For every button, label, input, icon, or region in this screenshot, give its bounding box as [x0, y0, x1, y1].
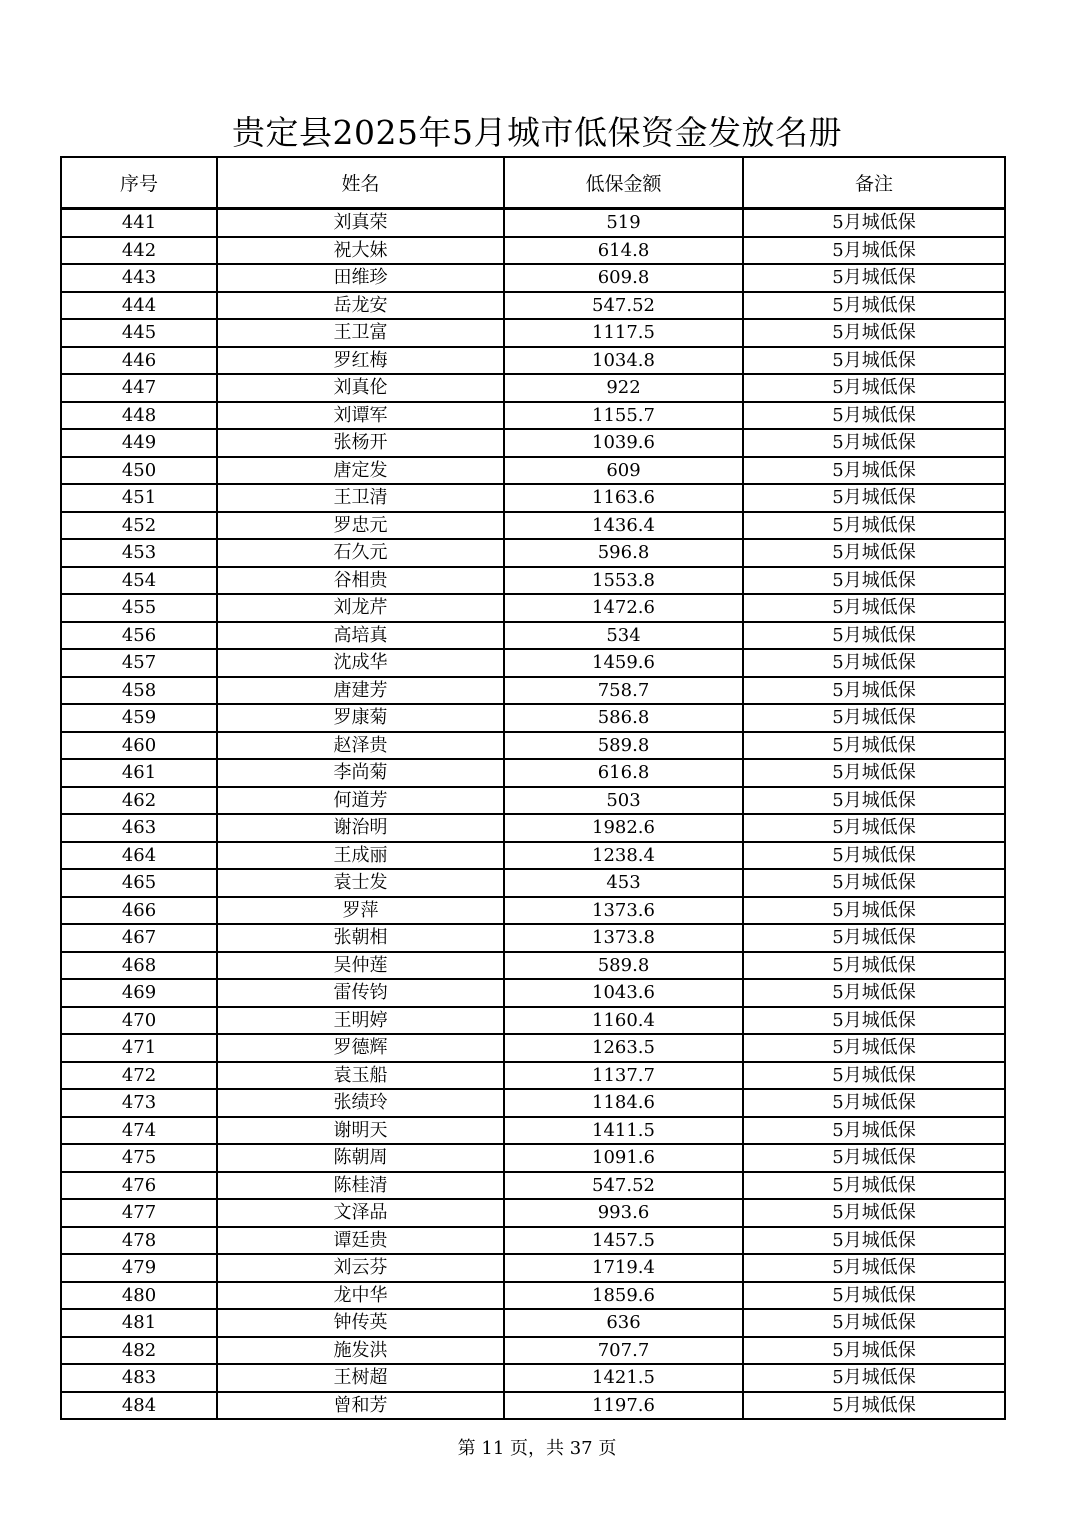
serial-cell: 467 — [61, 924, 217, 952]
table-row — [61, 787, 1005, 815]
table-body — [61, 209, 1005, 1420]
table-row — [61, 1089, 1005, 1117]
serial-cell: 465 — [61, 869, 217, 897]
table-row — [61, 1392, 1005, 1420]
table-row — [61, 622, 1005, 650]
amount-cell: 636 — [504, 1309, 743, 1337]
column-header-name: 姓名 — [217, 157, 504, 209]
name-cell: 张杨开 — [217, 429, 504, 457]
remark-cell: 5月城低保 — [743, 374, 1005, 402]
name-cell: 施发洪 — [217, 1337, 504, 1365]
amount-cell: 1982.6 — [504, 814, 743, 842]
serial-cell: 473 — [61, 1089, 217, 1117]
table-row — [61, 1034, 1005, 1062]
remark-cell: 5月城低保 — [743, 1309, 1005, 1337]
serial-cell: 463 — [61, 814, 217, 842]
serial-cell: 454 — [61, 567, 217, 595]
name-cell: 罗康菊 — [217, 704, 504, 732]
amount-cell: 758.7 — [504, 677, 743, 705]
serial-cell: 471 — [61, 1034, 217, 1062]
table-row — [61, 237, 1005, 265]
amount-cell: 1859.6 — [504, 1282, 743, 1310]
remark-cell: 5月城低保 — [743, 1089, 1005, 1117]
table-row — [61, 319, 1005, 347]
remark-cell: 5月城低保 — [743, 512, 1005, 540]
name-cell: 曾和芳 — [217, 1392, 504, 1420]
remark-cell: 5月城低保 — [743, 897, 1005, 925]
name-cell: 吴仲莲 — [217, 952, 504, 980]
amount-cell: 1459.6 — [504, 649, 743, 677]
name-cell: 刘真伦 — [217, 374, 504, 402]
serial-cell: 451 — [61, 484, 217, 512]
remark-cell: 5月城低保 — [743, 732, 1005, 760]
remark-cell: 5月城低保 — [743, 952, 1005, 980]
table-row — [61, 1282, 1005, 1310]
remark-cell: 5月城低保 — [743, 787, 1005, 815]
amount-cell: 1263.5 — [504, 1034, 743, 1062]
name-cell: 岳龙安 — [217, 292, 504, 320]
name-cell: 刘云芬 — [217, 1254, 504, 1282]
serial-cell: 455 — [61, 594, 217, 622]
amount-cell: 1117.5 — [504, 319, 743, 347]
table-row — [61, 979, 1005, 1007]
serial-cell: 478 — [61, 1227, 217, 1255]
serial-cell: 458 — [61, 677, 217, 705]
remark-cell: 5月城低保 — [743, 594, 1005, 622]
amount-cell: 1457.5 — [504, 1227, 743, 1255]
amount-cell: 707.7 — [504, 1337, 743, 1365]
serial-cell: 479 — [61, 1254, 217, 1282]
remark-cell: 5月城低保 — [743, 1364, 1005, 1392]
amount-cell: 1091.6 — [504, 1144, 743, 1172]
remark-cell: 5月城低保 — [743, 622, 1005, 650]
table-row — [61, 402, 1005, 430]
serial-cell: 462 — [61, 787, 217, 815]
remark-cell: 5月城低保 — [743, 1254, 1005, 1282]
amount-cell: 1163.6 — [504, 484, 743, 512]
serial-cell: 441 — [61, 209, 217, 237]
serial-cell: 483 — [61, 1364, 217, 1392]
table-row — [61, 264, 1005, 292]
serial-cell: 466 — [61, 897, 217, 925]
name-cell: 刘谭军 — [217, 402, 504, 430]
amount-cell: 1436.4 — [504, 512, 743, 540]
name-cell: 王卫富 — [217, 319, 504, 347]
name-cell: 高培真 — [217, 622, 504, 650]
remark-cell: 5月城低保 — [743, 319, 1005, 347]
remark-cell: 5月城低保 — [743, 1392, 1005, 1420]
remark-cell: 5月城低保 — [743, 347, 1005, 375]
remark-cell: 5月城低保 — [743, 567, 1005, 595]
table-row — [61, 1007, 1005, 1035]
serial-cell: 470 — [61, 1007, 217, 1035]
serial-cell: 459 — [61, 704, 217, 732]
amount-cell: 1197.6 — [504, 1392, 743, 1420]
amount-cell: 993.6 — [504, 1199, 743, 1227]
table-row — [61, 1254, 1005, 1282]
table-row — [61, 869, 1005, 897]
amount-cell: 519 — [504, 209, 743, 237]
remark-cell: 5月城低保 — [743, 209, 1005, 237]
remark-cell: 5月城低保 — [743, 1034, 1005, 1062]
remark-cell: 5月城低保 — [743, 402, 1005, 430]
table-row — [61, 1309, 1005, 1337]
table-row — [61, 842, 1005, 870]
table-row — [61, 924, 1005, 952]
amount-cell: 589.8 — [504, 952, 743, 980]
serial-cell: 476 — [61, 1172, 217, 1200]
name-cell: 袁玉船 — [217, 1062, 504, 1090]
table-row — [61, 732, 1005, 760]
amount-cell: 1421.5 — [504, 1364, 743, 1392]
amount-cell: 1719.4 — [504, 1254, 743, 1282]
serial-cell: 447 — [61, 374, 217, 402]
remark-cell: 5月城低保 — [743, 1062, 1005, 1090]
serial-cell: 474 — [61, 1117, 217, 1145]
table-row — [61, 1117, 1005, 1145]
amount-cell: 1411.5 — [504, 1117, 743, 1145]
remark-cell: 5月城低保 — [743, 457, 1005, 485]
remark-cell: 5月城低保 — [743, 1337, 1005, 1365]
table-row — [61, 1172, 1005, 1200]
name-cell: 钟传英 — [217, 1309, 504, 1337]
name-cell: 罗德辉 — [217, 1034, 504, 1062]
name-cell: 王卫清 — [217, 484, 504, 512]
name-cell: 谷相贵 — [217, 567, 504, 595]
remark-cell: 5月城低保 — [743, 704, 1005, 732]
table-row — [61, 457, 1005, 485]
name-cell: 罗忠元 — [217, 512, 504, 540]
serial-cell: 444 — [61, 292, 217, 320]
table-row — [61, 952, 1005, 980]
amount-cell: 1472.6 — [504, 594, 743, 622]
table-row — [61, 429, 1005, 457]
serial-cell: 448 — [61, 402, 217, 430]
amount-cell: 1238.4 — [504, 842, 743, 870]
page-footer: 第 11 页，共 37 页 — [457, 1438, 617, 1459]
remark-cell: 5月城低保 — [743, 429, 1005, 457]
name-cell: 龙中华 — [217, 1282, 504, 1310]
column-header-remark: 备注 — [743, 157, 1005, 209]
amount-cell: 503 — [504, 787, 743, 815]
remark-cell: 5月城低保 — [743, 1007, 1005, 1035]
serial-cell: 450 — [61, 457, 217, 485]
amount-cell: 1553.8 — [504, 567, 743, 595]
remark-cell: 5月城低保 — [743, 1144, 1005, 1172]
table-row — [61, 649, 1005, 677]
name-cell: 陈朝周 — [217, 1144, 504, 1172]
name-cell: 罗红梅 — [217, 347, 504, 375]
table-row — [61, 1062, 1005, 1090]
table-row — [61, 1227, 1005, 1255]
serial-cell: 443 — [61, 264, 217, 292]
serial-cell: 457 — [61, 649, 217, 677]
remark-cell: 5月城低保 — [743, 842, 1005, 870]
table-row — [61, 677, 1005, 705]
amount-cell: 453 — [504, 869, 743, 897]
name-cell: 刘真荣 — [217, 209, 504, 237]
name-cell: 陈桂清 — [217, 1172, 504, 1200]
name-cell: 祝大妹 — [217, 237, 504, 265]
name-cell: 谭廷贵 — [217, 1227, 504, 1255]
name-cell: 李尚菊 — [217, 759, 504, 787]
name-cell: 何道芳 — [217, 787, 504, 815]
table-row — [61, 1337, 1005, 1365]
name-cell: 谢治明 — [217, 814, 504, 842]
name-cell: 雷传钧 — [217, 979, 504, 1007]
serial-cell: 477 — [61, 1199, 217, 1227]
amount-cell: 547.52 — [504, 292, 743, 320]
serial-cell: 456 — [61, 622, 217, 650]
table-row — [61, 484, 1005, 512]
amount-cell: 1043.6 — [504, 979, 743, 1007]
remark-cell: 5月城低保 — [743, 1117, 1005, 1145]
name-cell: 谢明天 — [217, 1117, 504, 1145]
amount-cell: 1160.4 — [504, 1007, 743, 1035]
amount-cell: 922 — [504, 374, 743, 402]
name-cell: 袁士发 — [217, 869, 504, 897]
table-row — [61, 1144, 1005, 1172]
name-cell: 沈成华 — [217, 649, 504, 677]
remark-cell: 5月城低保 — [743, 1227, 1005, 1255]
remark-cell: 5月城低保 — [743, 484, 1005, 512]
amount-cell: 1373.6 — [504, 897, 743, 925]
table-row — [61, 512, 1005, 540]
remark-cell: 5月城低保 — [743, 1199, 1005, 1227]
amount-cell: 596.8 — [504, 539, 743, 567]
name-cell: 王成丽 — [217, 842, 504, 870]
name-cell: 唐定发 — [217, 457, 504, 485]
name-cell: 赵泽贵 — [217, 732, 504, 760]
table-row — [61, 374, 1005, 402]
remark-cell: 5月城低保 — [743, 264, 1005, 292]
table-row — [61, 209, 1005, 237]
serial-cell: 482 — [61, 1337, 217, 1365]
remark-cell: 5月城低保 — [743, 924, 1005, 952]
remark-cell: 5月城低保 — [743, 1282, 1005, 1310]
amount-cell: 586.8 — [504, 704, 743, 732]
serial-cell: 475 — [61, 1144, 217, 1172]
header-row — [61, 157, 1005, 209]
serial-cell: 484 — [61, 1392, 217, 1420]
remark-cell: 5月城低保 — [743, 814, 1005, 842]
amount-cell: 609 — [504, 457, 743, 485]
serial-cell: 461 — [61, 759, 217, 787]
amount-cell: 1184.6 — [504, 1089, 743, 1117]
payment-register-table — [60, 156, 1006, 1420]
name-cell: 罗萍 — [217, 897, 504, 925]
amount-cell: 1155.7 — [504, 402, 743, 430]
amount-cell: 589.8 — [504, 732, 743, 760]
table-row — [61, 704, 1005, 732]
serial-cell: 446 — [61, 347, 217, 375]
name-cell: 文泽品 — [217, 1199, 504, 1227]
table-row — [61, 539, 1005, 567]
name-cell: 张绩玲 — [217, 1089, 504, 1117]
remark-cell: 5月城低保 — [743, 539, 1005, 567]
table-row — [61, 567, 1005, 595]
serial-cell: 472 — [61, 1062, 217, 1090]
name-cell: 唐建芳 — [217, 677, 504, 705]
table-row — [61, 897, 1005, 925]
amount-cell: 534 — [504, 622, 743, 650]
table-row — [61, 594, 1005, 622]
name-cell: 张朝相 — [217, 924, 504, 952]
serial-cell: 480 — [61, 1282, 217, 1310]
serial-cell: 460 — [61, 732, 217, 760]
table-row — [61, 759, 1005, 787]
name-cell: 石久元 — [217, 539, 504, 567]
serial-cell: 442 — [61, 237, 217, 265]
serial-cell: 469 — [61, 979, 217, 1007]
name-cell: 刘龙芹 — [217, 594, 504, 622]
amount-cell: 547.52 — [504, 1172, 743, 1200]
remark-cell: 5月城低保 — [743, 759, 1005, 787]
table-row — [61, 292, 1005, 320]
amount-cell: 616.8 — [504, 759, 743, 787]
amount-cell: 1039.6 — [504, 429, 743, 457]
remark-cell: 5月城低保 — [743, 292, 1005, 320]
remark-cell: 5月城低保 — [743, 869, 1005, 897]
serial-cell: 445 — [61, 319, 217, 347]
remark-cell: 5月城低保 — [743, 677, 1005, 705]
amount-cell: 609.8 — [504, 264, 743, 292]
serial-cell: 452 — [61, 512, 217, 540]
name-cell: 田维珍 — [217, 264, 504, 292]
column-header-serial: 序号 — [61, 157, 217, 209]
amount-cell: 1034.8 — [504, 347, 743, 375]
amount-cell: 1137.7 — [504, 1062, 743, 1090]
serial-cell: 481 — [61, 1309, 217, 1337]
column-header-amount: 低保金额 — [504, 157, 743, 209]
amount-cell: 614.8 — [504, 237, 743, 265]
table-row — [61, 814, 1005, 842]
remark-cell: 5月城低保 — [743, 979, 1005, 1007]
table-row — [61, 1199, 1005, 1227]
serial-cell: 464 — [61, 842, 217, 870]
name-cell: 王树超 — [217, 1364, 504, 1392]
name-cell: 王明婷 — [217, 1007, 504, 1035]
remark-cell: 5月城低保 — [743, 1172, 1005, 1200]
table-header — [61, 157, 1005, 209]
table-row — [61, 1364, 1005, 1392]
serial-cell: 468 — [61, 952, 217, 980]
remark-cell: 5月城低保 — [743, 237, 1005, 265]
table-row — [61, 347, 1005, 375]
remark-cell: 5月城低保 — [743, 649, 1005, 677]
document-title: 贵定县2025年5月城市低保资金发放名册 — [232, 113, 842, 152]
amount-cell: 1373.8 — [504, 924, 743, 952]
serial-cell: 449 — [61, 429, 217, 457]
serial-cell: 453 — [61, 539, 217, 567]
